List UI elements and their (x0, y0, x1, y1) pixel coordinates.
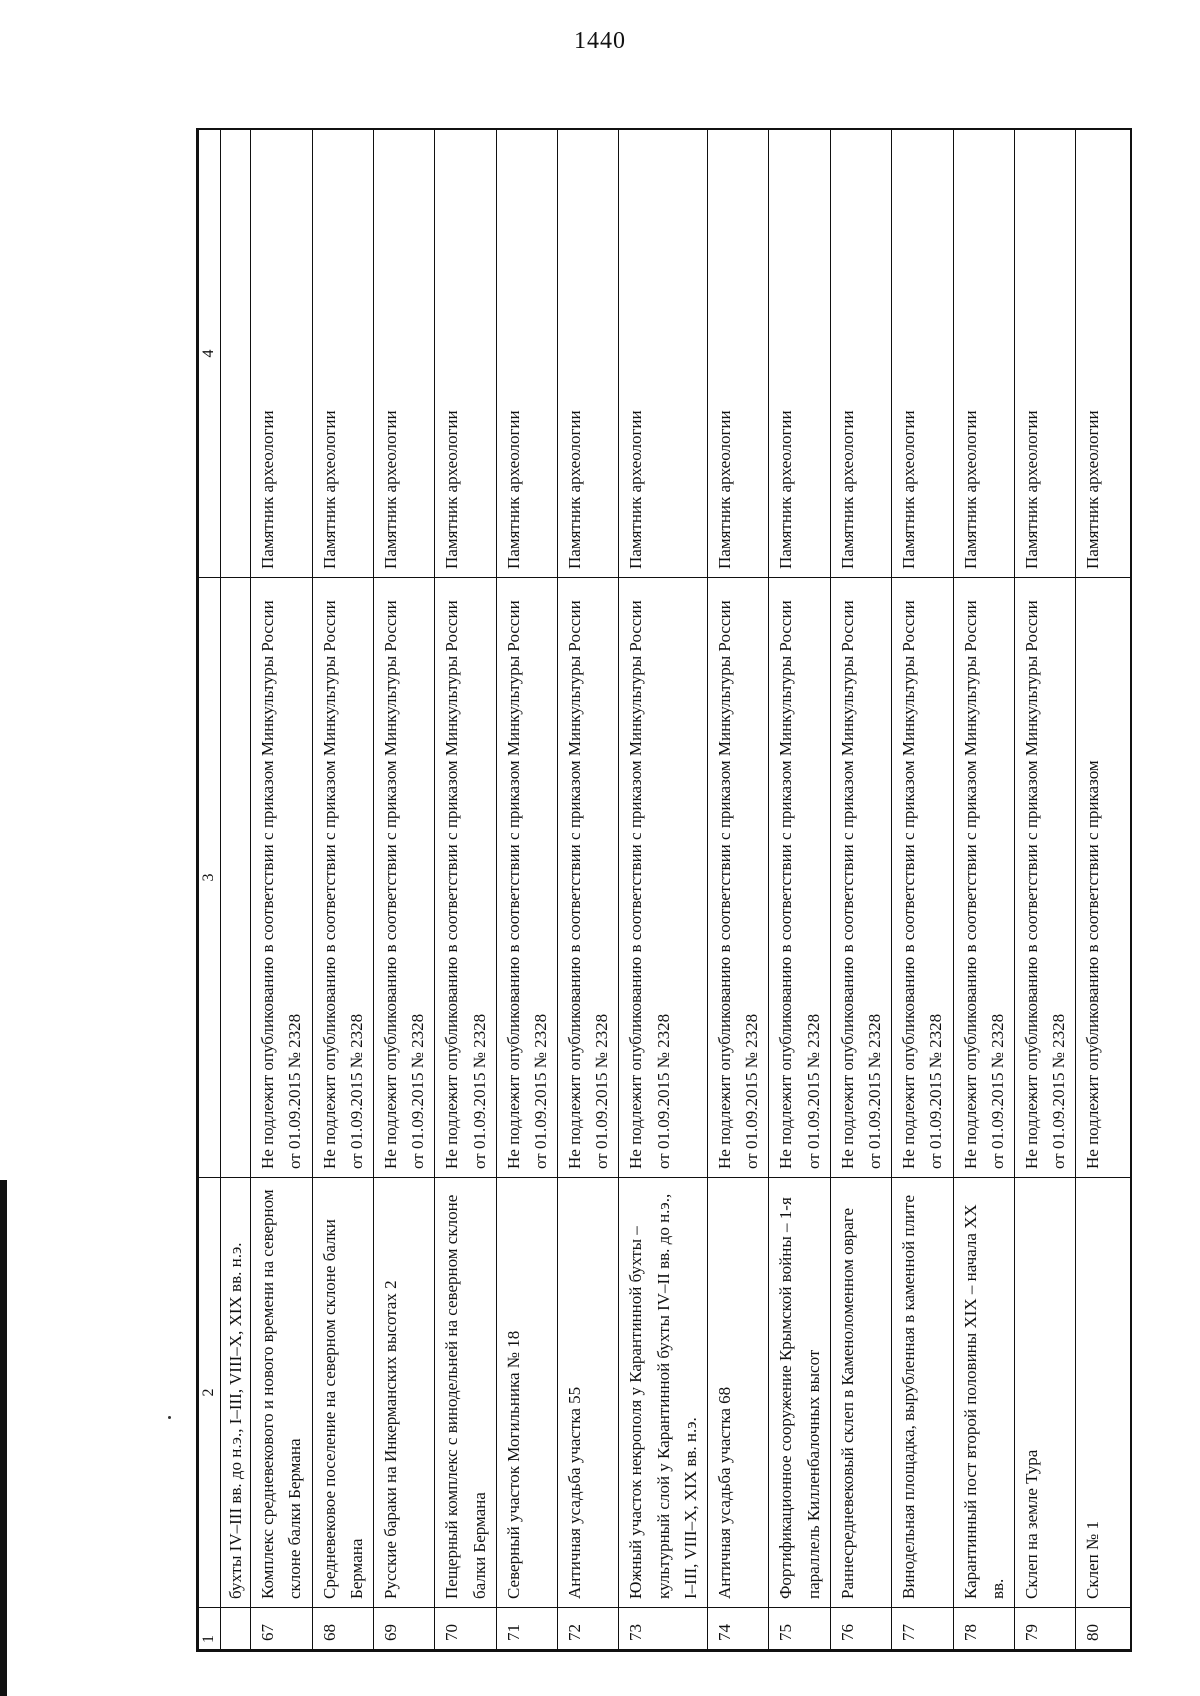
row-number-cell: 78 (953, 1608, 1014, 1650)
category-cell: Памятник археологии (830, 130, 891, 578)
table-row (769, 130, 830, 1650)
publication-note-cell: Не подлежит опубликованию в соответствии с приказом Минкультуры России от 01.09.2015 № 2328 (373, 578, 434, 1178)
table-row (708, 130, 769, 1650)
row-number-cell: 71 (496, 1608, 557, 1650)
category-cell: Памятник археологии (558, 130, 619, 578)
category-cell: Памятник археологии (1076, 130, 1132, 578)
header-col-3: 3 (199, 578, 221, 1178)
row-number-cell: 67 (251, 1608, 312, 1650)
category-cell: Памятник археологии (251, 130, 312, 578)
monument-name-cell: Фортификационное сооружение Крымской войны – 1-я параллель Килленбалочных высот (769, 1178, 830, 1608)
row-number-cell: 74 (708, 1608, 769, 1650)
category-cell: Памятник археологии (496, 130, 557, 578)
category-cell: Памятник археологии (708, 130, 769, 578)
table-row (496, 130, 557, 1650)
monument-name-cell: Южный участок некрополя у Карантинной бухты – культурный слой у Карантинной бухты IV–II вв. до н.э., I–III, VIII–X, XIX вв. н.э. (619, 1178, 708, 1608)
row-number-cell: 75 (769, 1608, 830, 1650)
monument-name-cell: Склеп на земле Тура (1014, 1178, 1075, 1608)
table-row (1076, 130, 1132, 1650)
category-cell: Памятник археологии (619, 130, 708, 578)
monument-name-cell: Средневековое поселение на северном склоне балки Бермана (312, 1178, 373, 1608)
table-row (558, 130, 619, 1650)
publication-note-cell: Не подлежит опубликованию в соответствии с приказом Минкультуры России от 01.09.2015 № 2328 (496, 578, 557, 1178)
category-cell: Памятник археологии (892, 130, 953, 578)
publication-note-cell: Не подлежит опубликованию в соответствии с приказом Минкультуры России от 01.09.2015 № 2328 (312, 578, 373, 1178)
continuation-name-cell: бухты IV–III вв. до н.э., I–III, VIII–X, XIX вв. н.э. (221, 1178, 251, 1608)
rotated-table (198, 130, 1130, 1650)
table-row (619, 130, 708, 1650)
continuation-category-cell (221, 130, 251, 578)
category-cell: Памятник археологии (1014, 130, 1075, 578)
continuation-num-cell (221, 1608, 251, 1650)
table-row (1014, 130, 1075, 1650)
page-number: 1440 (574, 28, 626, 54)
row-number-cell: 73 (619, 1608, 708, 1650)
row-number-cell: 80 (1076, 1608, 1132, 1650)
row-number-cell: 70 (435, 1608, 496, 1650)
publication-note-cell: Не подлежит опубликованию в соответствии с приказом (1076, 578, 1132, 1178)
monument-name-cell: Античная усадьба участка 68 (708, 1178, 769, 1608)
row-number-cell: 68 (312, 1608, 373, 1650)
continuation-note-cell (221, 578, 251, 1178)
monument-name-cell: Античная усадьба участка 55 (558, 1178, 619, 1608)
table-row (251, 130, 312, 1650)
header-col-4: 4 (199, 130, 221, 578)
header-row (199, 130, 221, 1650)
table-row (830, 130, 891, 1650)
scan-margin-bar (0, 1180, 7, 1696)
publication-note-cell: Не подлежит опубликованию в соответствии с приказом Минкультуры России от 01.09.2015 № 2328 (619, 578, 708, 1178)
publication-note-cell: Не подлежит опубликованию в соответствии с приказом Минкультуры России от 01.09.2015 № 2328 (892, 578, 953, 1178)
publication-note-cell: Не подлежит опубликованию в соответствии с приказом Минкультуры России от 01.09.2015 № 2328 (953, 578, 1014, 1178)
table-row (373, 130, 434, 1650)
publication-note-cell: Не подлежит опубликованию в соответствии с приказом Минкультуры России от 01.09.2015 № 2328 (1014, 578, 1075, 1178)
table-row (892, 130, 953, 1650)
publication-note-cell: Не подлежит опубликованию в соответствии с приказом Минкультуры России от 01.09.2015 № 2328 (830, 578, 891, 1178)
row-number-cell: 76 (830, 1608, 891, 1650)
publication-note-cell: Не подлежит опубликованию в соответствии с приказом Минкультуры России от 01.09.2015 № 2328 (251, 578, 312, 1178)
header-col-1: 1 (199, 1608, 221, 1650)
monument-name-cell: Карантинный пост второй половины XIX – начала XX вв. (953, 1178, 1014, 1608)
table-row (435, 130, 496, 1650)
header-col-2: 2 (199, 1178, 221, 1608)
monument-name-cell: Северный участок Могильника № 18 (496, 1178, 557, 1608)
publication-note-cell: Не подлежит опубликованию в соответствии с приказом Минкультуры России от 01.09.2015 № 2328 (558, 578, 619, 1178)
category-cell: Памятник археологии (953, 130, 1014, 578)
category-cell: Памятник археологии (312, 130, 373, 578)
monument-name-cell: Пещерный комплекс с винодельней на северном склоне балки Бермана (435, 1178, 496, 1608)
row-number-cell: 69 (373, 1608, 434, 1650)
continuation-row (221, 130, 251, 1650)
monument-name-cell: Комплекс средневекового и нового времени на северном склоне балки Бермана (251, 1178, 312, 1608)
monument-name-cell: Винодельная площадка, вырубленная в каменной плите (892, 1178, 953, 1608)
publication-note-cell: Не подлежит опубликованию в соответствии с приказом Минкультуры России от 01.09.2015 № 2328 (435, 578, 496, 1178)
category-cell: Памятник археологии (769, 130, 830, 578)
publication-note-cell: Не подлежит опубликованию в соответствии с приказом Минкультуры России от 01.09.2015 № 2328 (708, 578, 769, 1178)
table-row (953, 130, 1014, 1650)
category-cell: Памятник археологии (373, 130, 434, 578)
category-cell: Памятник археологии (435, 130, 496, 578)
monument-name-cell: Русские бараки на Инкерманских высотах 2 (373, 1178, 434, 1608)
monument-name-cell: Склеп № 1 (1076, 1178, 1132, 1608)
monuments-table (198, 129, 1132, 1650)
row-number-cell: 72 (558, 1608, 619, 1650)
rotated-table-frame (196, 128, 1132, 1652)
publication-note-cell: Не подлежит опубликованию в соответствии с приказом Минкультуры России от 01.09.2015 № 2328 (769, 578, 830, 1178)
row-number-cell: 79 (1014, 1608, 1075, 1650)
scan-speck (168, 1416, 171, 1419)
row-number-cell: 77 (892, 1608, 953, 1650)
table-row (312, 130, 373, 1650)
monument-name-cell: Раннесредневековый склеп в Каменоломенном овраге (830, 1178, 891, 1608)
